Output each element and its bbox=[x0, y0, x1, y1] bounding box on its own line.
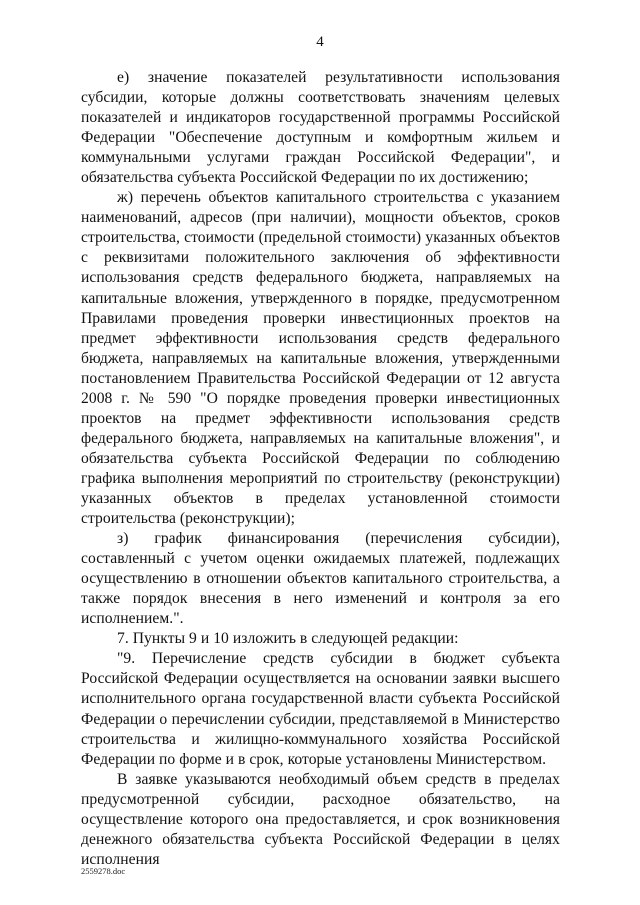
paragraph-item-e: е) значение показателей результативности использования субсидии, которые должны соответствовать значениям целевых показателей и индикаторов государственной программы Российской Федерации "Обеспечение доступным и комфортным жильем и коммунальными услугами граждан Российской Федерации", и обязательства субъекта Российской Федерации по их достижению; bbox=[81, 69, 560, 187]
page-number: 4 bbox=[316, 34, 324, 50]
paragraph-item-z: з) график финансирования (перечисления субсидии), составленный с учетом оценки ожидаемых платежей, подлежащих осуществлению в отношении объектов капитального строительства, а также порядок внесения в него изменений и контроля за его исполнением.". bbox=[81, 530, 560, 628]
paragraph-item-zh: ж) перечень объектов капитального строительства с указанием наименований, адресов (при наличии), мощности объектов, сроков строительства, стоимости (предельной стоимости) указанных объектов с реквизитами положительного заключения об эффективности использования средств федерального бюджета, направляемых на капитальные вложения, утвержденного в порядке, предусмотренном Правилами проведения проверки инвестиционных проектов на предмет эффективности использования средств федерального бюджета, направляемых на капитальные вложения, утвержденными постановлением Правительства Российской Федерации от 12 августа 2008 г. № 590 "О порядке проведения проверки инвестиционных проектов на предмет эффективности использования средств федерального бюджета, направляемых на капитальные вложения", и обязательства субъекта Российской Федерации по соблюдению графика выполнения мероприятий по строительству (реконструкции) указанных объектов в пределах установленной стоимости строительства (реконструкции); bbox=[81, 189, 560, 528]
document-body bbox=[81, 68, 560, 870]
paragraph-amendment-7: 7. Пункты 9 и 10 изложить в следующей редакции: bbox=[117, 630, 459, 648]
footer-filename: 2559278.doc bbox=[81, 866, 126, 876]
paragraph-application-content: В заявке указываются необходимый объем средств в пределах предусмотренной субсидии, расходное обязательство, на осуществление которого она предоставляется, и срок возникновения денежного обязательства субъекта Российской Федерации в целях исполнения bbox=[81, 770, 560, 868]
paragraph-point-9: "9. Перечисление средств субсидии в бюджет субъекта Российской Федерации осуществляется на основании заявки высшего исполнительного органа государственной власти субъекта Российской Федерации о перечислении субсидии, представляемой в Министерство строительства и жилищно-коммунального хозяйства Российской Федерации по форме и в срок, которые установлены Министерством. bbox=[81, 650, 560, 768]
